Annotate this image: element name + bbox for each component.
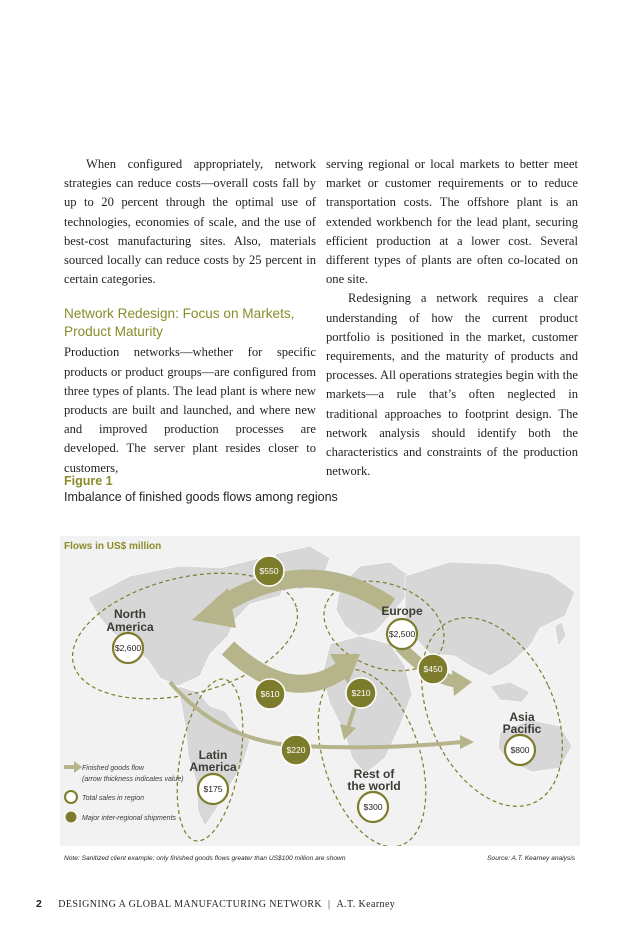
flow-value-europe-asia: $450 xyxy=(423,664,443,674)
plants-paragraph-continued: serving regional or local markets to better meet market or customer requirements or to reduce transportation costs. The offshore plant is an extended workbench for the lead plant, securing efficient production at a lower cost. Several different types of plants are often co-located on one site. xyxy=(326,157,578,287)
region-rest-of-world-line2: the world xyxy=(347,779,401,793)
left-column xyxy=(64,155,316,478)
flow-value-north-america-asia: $220 xyxy=(286,745,306,755)
figure-label: Figure 1 xyxy=(64,474,113,488)
page-footer xyxy=(36,898,395,910)
figure-caption: Imbalance of finished goods flows among regions xyxy=(64,490,338,504)
legend-flow-note: (arrow thickness indicates value) xyxy=(82,776,184,783)
sales-value-north-america: $2,600 xyxy=(114,643,142,653)
flow-value-europe-rest: $210 xyxy=(351,688,371,698)
region-europe-line1: Europe xyxy=(381,604,423,618)
figure-note: Note: Sanitized client example; only finished goods flows greater than US$100 million are shown xyxy=(64,855,346,862)
legend-flow-label: Finished goods flow xyxy=(82,765,144,772)
flow-value-europe-north-america: $550 xyxy=(259,566,279,576)
sales-value-asia-pacific: $800 xyxy=(510,745,530,755)
sales-value-latin-america: $175 xyxy=(203,784,223,794)
sales-value-europe: $2,500 xyxy=(388,629,416,639)
region-latin-america-line1: Latin xyxy=(198,748,228,762)
page-number: 2 xyxy=(36,898,43,910)
region-rest-of-world-line1: Rest of xyxy=(353,767,395,781)
right-column xyxy=(326,155,578,481)
flow-value-north-america-europe: $610 xyxy=(260,689,280,699)
plants-paragraph: Production networks—whether for specific products or product groups—are configured from three types of plants. The lead plant is where new products are built and launched, and where new and improved production processes are developed. The server plant resides closer to customers, xyxy=(64,345,316,475)
legend-sales-circle-icon xyxy=(65,791,77,803)
footer-title: DESIGNING A GLOBAL MANUFACTURING NETWORK xyxy=(58,899,323,910)
flows-units-label: Flows in US$ million xyxy=(64,541,162,552)
footer-brand: A.T. Kearney xyxy=(336,899,396,910)
region-asia-pacific-line1: Asia xyxy=(509,710,535,724)
legend-sales-label: Total sales in region xyxy=(82,795,145,802)
sales-value-rest-of-world: $300 xyxy=(363,802,383,812)
intro-paragraph: When configured appropriately, network strategies can reduce costs—overall costs fall by up to 20 percent through the optimal use of technologies, economies of scale, and the use of best-cost manufacturing sites. Also, materials sourced locally can reduce costs by 25 percent in certain categories. xyxy=(64,157,316,287)
region-north-america-line1: North xyxy=(114,607,146,621)
region-latin-america-line2: America xyxy=(189,760,237,774)
region-north-america-line2: America xyxy=(106,620,154,634)
flow-map xyxy=(60,536,580,846)
section-heading: Network Redesign: Focus on Markets, Product Maturity xyxy=(64,306,295,340)
figure-source: Source: A.T. Kearney analysis xyxy=(487,855,575,862)
legend-shipments-label: Major inter-regional shipments xyxy=(82,815,177,822)
region-asia-pacific-line2: Pacific xyxy=(502,722,542,736)
legend-shipments-circle-icon xyxy=(65,811,77,823)
redesign-paragraph: Redesigning a network requires a clear understanding of how the current product portfolio is positioned in the market, customer requirements, and the maturity of products and processes. All operations strategies begin with the markets—a rule that’s often neglected in traditional approaches to footprint design. The network analysis should identify both the characteristics and constraints of the production network. xyxy=(326,291,578,479)
footer-separator: | xyxy=(328,899,331,910)
